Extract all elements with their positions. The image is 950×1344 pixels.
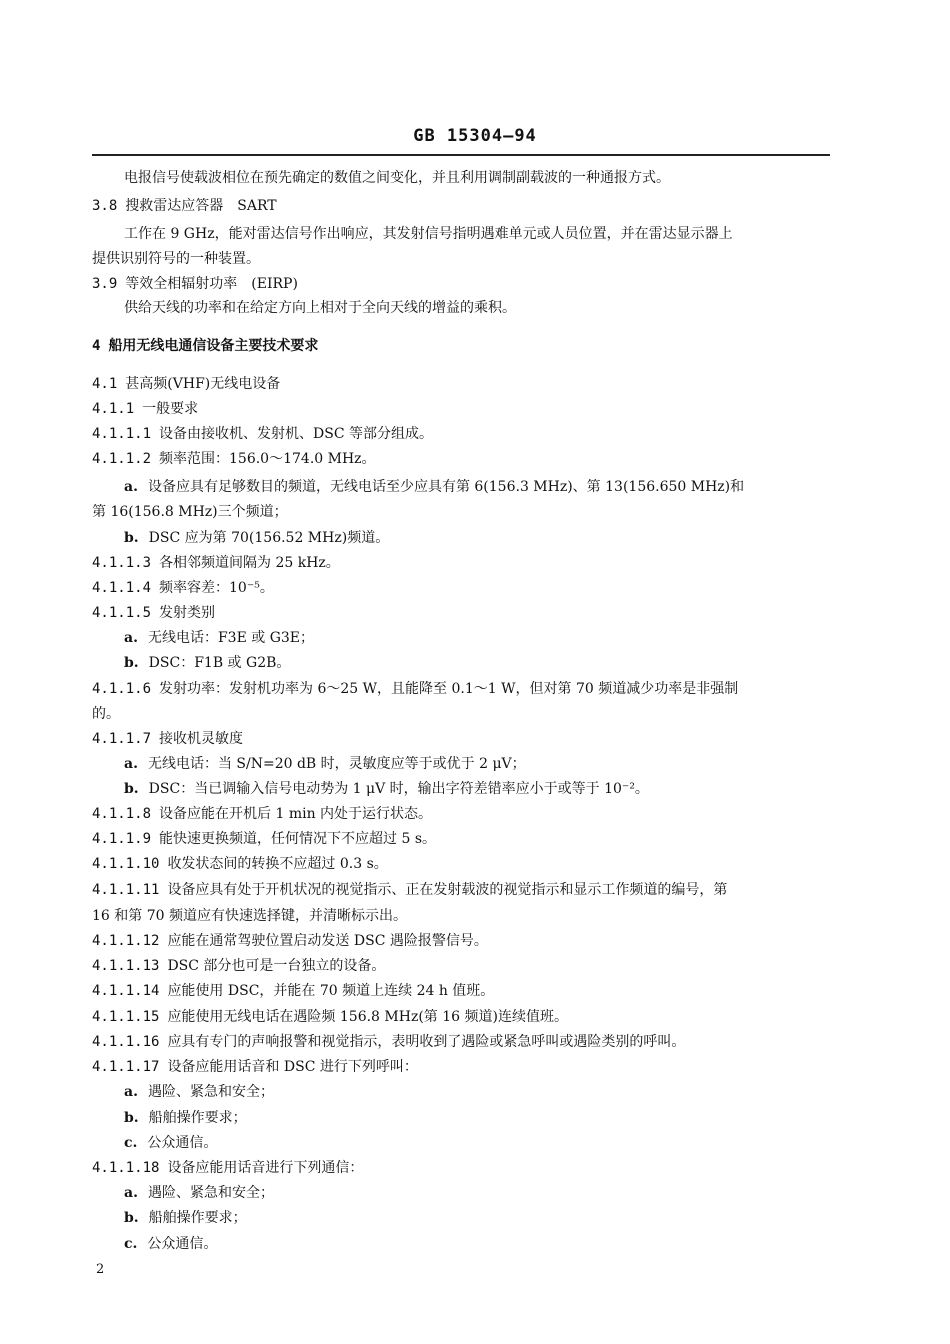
clause-line [92,729,832,749]
list-label: b. [124,655,139,671]
line-text: 16 和第 70 频道应有快速选择键，并清晰标示出。 [92,908,407,924]
clause-number: 4.1.1.3 [92,555,152,571]
clause-number: 4.1.1.6 [92,681,152,697]
clause-number: 4.1.1 [92,401,135,417]
clause-line [92,603,832,623]
line-text: DSC：当已调输入信号电动势为 1 μV 时，输出字符差错率应小于或等于 10⁻²。 [148,781,649,797]
clause-line [92,553,832,573]
list-item [124,1208,864,1228]
clause-line [92,1007,832,1027]
clause-number: 4.1.1.4 [92,580,152,596]
clause-number: 4.1.1.11 [92,882,160,898]
list-label: a. [124,756,138,772]
clause-number: 4.1.1.8 [92,806,152,822]
text-line [124,168,864,188]
line-text: 应具有专门的声响报警和视觉指示，表明收到了遇险或紧急呼叫或遇险类别的呼叫。 [167,1034,686,1050]
list-label: b. [124,530,139,546]
text-line [92,249,832,269]
clause-number: 4.1.1.7 [92,731,152,747]
standard-header: GB 15304—94 [413,126,537,146]
line-text: DSC 应为第 70(156.52 MHz)频道。 [148,530,390,546]
line-text: 频率范围：156.0～174.0 MHz。 [159,451,376,467]
page-number: 2 [96,1262,105,1277]
list-label: b. [124,1110,139,1126]
text-line [124,224,864,244]
line-text: 供给天线的功率和在给定方向上相对于全向天线的增益的乘积。 [124,300,516,316]
line-text: 等效全相辐射功率 (EIRP) [125,276,298,292]
clause-line [92,399,832,419]
clause-number: 4.1.1.9 [92,831,152,847]
line-text: 提供识别符号的一种装置。 [92,251,260,267]
clause-line [92,374,832,394]
line-text: 应能使用无线电话在遇险频 156.8 MHz(第 16 频道)连续值班。 [167,1009,568,1025]
clause-line [92,196,832,216]
line-text: DSC 部分也可是一台独立的设备。 [167,958,386,974]
line-text: 的。 [92,706,120,722]
clause-line [92,931,832,951]
line-text: 一般要求 [142,401,199,417]
clause-line [92,424,832,444]
line-text: 收发状态间的转换不应超过 0.3 s。 [167,856,388,872]
list-label: c. [124,1236,138,1252]
line-text: 各相邻频道间隔为 25 kHz。 [159,555,340,571]
line-text: 甚高频(VHF)无线电设备 [125,376,281,392]
list-item [124,477,864,497]
header-rule [92,154,830,156]
line-text: 无线电话：当 S/N=20 dB 时，灵敏度应等于或优于 2 μV； [147,756,526,772]
clause-number: 4 [92,338,101,354]
line-text: 能快速更换频道，任何情况下不应超过 5 s。 [159,831,437,847]
list-label: c. [124,1135,138,1151]
clause-number: 4.1 [92,376,118,392]
list-label: a. [124,1084,138,1100]
clause-line [92,578,832,598]
list-label: a. [124,1185,138,1201]
line-text: DSC：F1B 或 G2B。 [148,655,291,671]
line-text: 频率容差：10⁻⁵。 [159,580,274,596]
clause-line [92,679,832,699]
line-text: 第 16(156.8 MHz)三个频道； [92,504,288,520]
clause-number: 4.1.1.16 [92,1034,160,1050]
line-text: 设备应具有足够数目的频道，无线电话至少应具有第 6(156.3 MHz)、第 13(156.650 MHz)和 [147,479,745,495]
clause-number: 4.1.1.13 [92,958,160,974]
clause-number: 4.1.1.18 [92,1160,160,1176]
clause-number: 4.1.1.10 [92,856,160,872]
clause-number: 4.1.1.12 [92,933,160,949]
list-label: a. [124,630,138,646]
line-text: 设备应具有处于开机状况的视觉指示、正在发射载波的视觉指示和显示工作频道的编号，第 [167,882,728,898]
clause-line [92,804,832,824]
list-item [124,1183,864,1203]
line-text: 工作在 9 GHz，能对雷达信号作出响应，其发射信号指明遇难单元或人员位置，并在雷达显示器上 [124,226,733,242]
line-text: 船舶操作要求； [148,1210,247,1226]
text-line [92,704,832,724]
list-item [124,653,864,673]
line-text: 设备由接收机、发射机、DSC 等部分组成。 [159,426,433,442]
list-label: b. [124,781,139,797]
list-label: b. [124,1210,139,1226]
clause-line [92,274,832,294]
list-label: a. [124,479,138,495]
list-item [124,779,864,799]
clause-number: 3.8 [92,198,118,214]
line-text: 电报信号使载波相位在预先确定的数值之间变化，并且利用调制副载波的一种通报方式。 [124,170,670,186]
line-text: 船舶操作要求； [148,1110,247,1126]
line-text: 设备应能在开机后 1 min 内处于运行状态。 [159,806,433,822]
list-item [124,1108,864,1128]
clause-number: 4.1.1.2 [92,451,152,467]
clause-number: 4.1.1.17 [92,1059,160,1075]
list-item [124,628,864,648]
text-line [92,502,832,522]
clause-line [92,1057,832,1077]
clause-line [92,854,832,874]
clause-line [92,829,832,849]
clause-number: 3.9 [92,276,118,292]
line-text: 发射功率：发射机功率为 6～25 W，且能降至 0.1～1 W，但对第 70 频道减少功率是非强制 [159,681,739,697]
text-line [92,906,832,926]
list-item [124,1082,864,1102]
line-text: 接收机灵敏度 [159,731,244,747]
list-item [124,1234,864,1254]
line-text: 搜救雷达应答器 SART [125,198,277,214]
list-item [124,1133,864,1153]
line-text: 遇险、紧急和安全； [147,1084,274,1100]
clause-line [92,956,832,976]
clause-line [92,1032,832,1052]
line-text: 遇险、紧急和安全； [147,1185,274,1201]
list-item [124,754,864,774]
line-text: 无线电话：F3E 或 G3E； [147,630,315,646]
clause-number: 4.1.1.14 [92,983,160,999]
line-text: 设备应能用话音和 DSC 进行下列呼叫： [167,1059,418,1075]
line-text: 应能在通常驾驶位置启动发送 DSC 遇险报警信号。 [167,933,488,949]
clause-number: 4.1.1.5 [92,605,152,621]
clause-line [92,981,832,1001]
clause-line [92,336,832,356]
list-item [124,528,864,548]
line-text: 发射类别 [159,605,216,621]
line-text: 公众通信。 [147,1135,218,1151]
line-text: 公众通信。 [147,1236,218,1252]
clause-line [92,449,832,469]
line-text: 设备应能用话音进行下列通信： [167,1160,364,1176]
clause-number: 4.1.1.15 [92,1009,160,1025]
clause-line [92,1158,832,1178]
line-text: 应能使用 DSC，并能在 70 频道上连续 24 h 值班。 [167,983,495,999]
line-text: 船用无线电通信设备主要技术要求 [108,338,319,354]
text-line [124,298,864,318]
clause-number: 4.1.1.1 [92,426,152,442]
clause-line [92,880,832,900]
